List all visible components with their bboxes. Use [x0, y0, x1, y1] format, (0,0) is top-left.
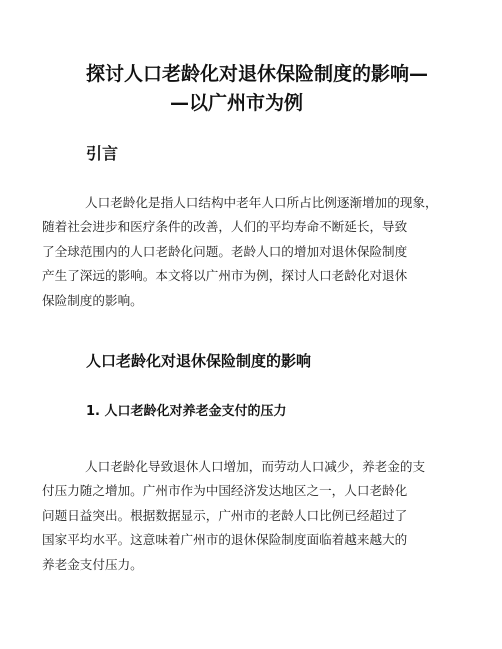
intro-heading: 引言: [86, 144, 119, 163]
body-line-4: 国家平均水平。这意味着广州市的退休保险制度面临着越来越大的: [42, 532, 408, 548]
intro-line-1: 人口老龄化是指人口结构中老年人口所占比例逐渐增加的现象，: [85, 195, 438, 210]
body-line-1: 人口老龄化导致退休人口增加，而劳动人口减少，养老金的支: [85, 459, 426, 474]
intro-line-3: 了全球范围内的人口老龄化问题。老龄人口的增加对退休保险制度: [42, 243, 408, 259]
body-line-2: 付压力随之增加。广州市作为中国经济发达地区之一，人口老龄化: [42, 483, 408, 499]
section-heading: 人口老龄化对退休保险制度的影响: [86, 352, 312, 370]
body-line-5: 养老金支付压力。: [42, 556, 143, 572]
intro-line-5: 保险制度的影响。: [42, 292, 143, 308]
document-title: [64, 60, 456, 118]
body-paragraph: [42, 455, 474, 577]
title-line-2: —以广州市为例: [170, 92, 304, 114]
intro-line-2: 随着社会进步和医疗条件的改善，人们的平均寿命不断延长，导致: [42, 219, 408, 235]
subsection-heading: 1. 人口老龄化对养老金支付的压力: [86, 404, 287, 419]
body-line-3: 问题日益突出。根据数据显示，广州市的老龄人口比例已经超过了: [42, 507, 408, 523]
intro-line-4: 产生了深远的影响。本文将以广州市为例，探讨人口老龄化对退休: [42, 268, 408, 284]
title-line-1: 探讨人口老龄化对退休保险制度的影响—: [86, 63, 429, 85]
intro-paragraph: [42, 191, 474, 313]
